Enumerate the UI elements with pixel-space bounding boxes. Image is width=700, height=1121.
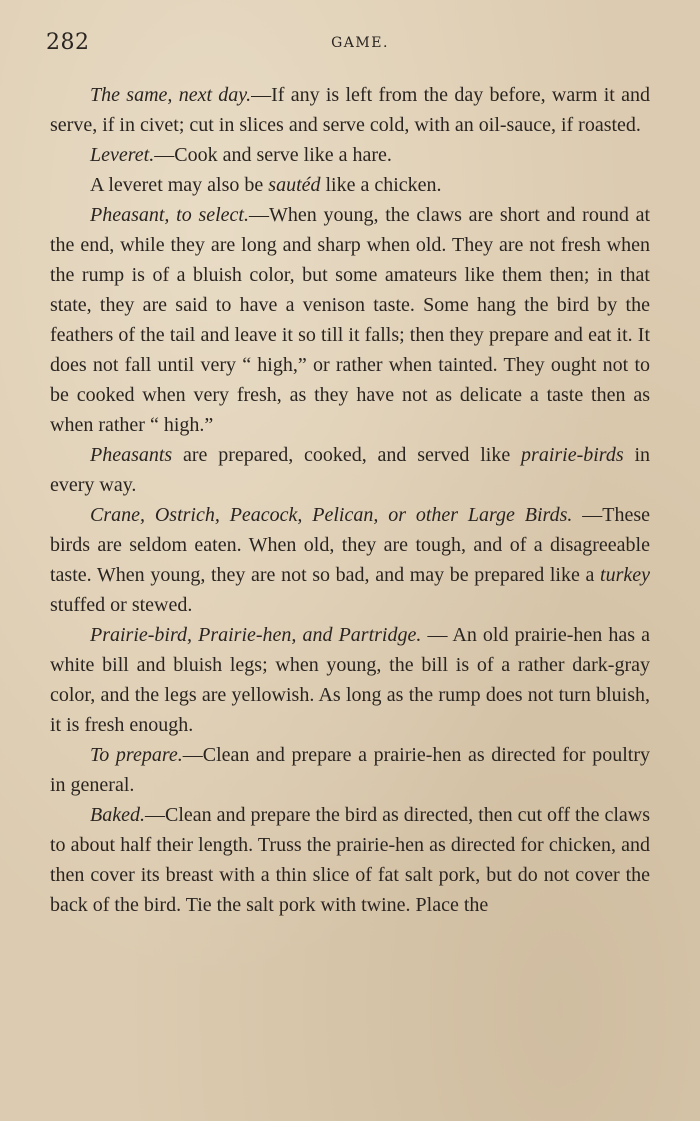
- paragraph-text: A leveret may also be: [90, 174, 269, 196]
- paragraph-leveret-sauted: [50, 170, 650, 200]
- paragraph-heading: Crane, Ostrich, Peacock, Pelican, or other Large Birds.: [90, 504, 573, 526]
- paragraph-to-prepare: [50, 740, 650, 800]
- paragraph-text: — An old prairie-hen has a white bill and bluish legs; when young, the bill is of a rather dark-gray color, and the legs are yellowish. As long as the rump does not turn bluish, it is fresh enough.: [50, 624, 650, 736]
- paragraph-text: like a chicken.: [320, 174, 442, 196]
- emphasis: turkey: [600, 564, 650, 586]
- paragraph-large-birds: [50, 500, 650, 620]
- paragraph-text: —When young, the claws are short and round at the end, while they are long and sharp when old. They are not fresh when the rump is of a bluish color, but some amateurs like them then; in that state, they are said to have a venison taste. Some hang the bird by the feathers of the tail and leave it so till it falls; then they prepare and eat it. It does not fall until very “ high,” or rather when tainted. They ought not to be cooked when very fresh, as they have not as delicate a taste then as when rather “ high.”: [50, 204, 650, 436]
- paragraph-heading: Leveret.: [90, 144, 155, 166]
- paragraph-pheasants: [50, 440, 650, 500]
- paragraph-text: —Clean and prepare the bird as directed, then cut off the claws to about half their length. Truss the prairie-hen as directed for chicken, and then cover its breast with a thin slice of fat salt pork, but do not cover the back of the bird. Tie the salt pork with twine. Place the: [50, 804, 650, 916]
- paragraph-heading: To prepare.: [90, 744, 183, 766]
- paragraph-text: —These birds are seldom eaten. When old, they are tough, and of a disagreeable taste. When young, they are not so bad, and may be prepared like a: [50, 504, 650, 586]
- paragraph-text: stuffed or stewed.: [50, 594, 193, 616]
- paragraph-text: —Clean and prepare a prairie-hen as directed for poultry in general.: [50, 744, 650, 796]
- body-text: [50, 80, 650, 920]
- page-number: 282: [46, 30, 90, 55]
- running-head: [46, 30, 650, 60]
- paragraph-text: —Cook and serve like a hare.: [154, 144, 392, 166]
- emphasis: prairie-birds: [521, 444, 624, 466]
- paragraph-leveret: [50, 140, 650, 170]
- paragraph-heading: The same, next day.: [90, 84, 252, 106]
- paragraph-text: are prepared, cooked, and served like: [172, 444, 522, 466]
- paragraph-pheasant-select: [50, 200, 650, 440]
- paragraph-heading: Prairie-bird, Prairie-hen, and Partridge.: [90, 624, 422, 646]
- paragraph-text: —If any is left from the day before, warm it and serve, if in civet; cut in slices and serve cold, with an oil-sauce, if roasted.: [50, 84, 650, 136]
- paragraph-heading: Baked.: [90, 804, 145, 826]
- paragraph-lead: Pheasants: [90, 444, 173, 466]
- paragraph-heading: Pheasant, to select.: [90, 204, 249, 226]
- paragraph-same-next-day: [50, 80, 650, 140]
- emphasis: sautéd: [268, 174, 321, 196]
- paragraph-baked: [50, 800, 650, 920]
- paragraph-text: in every way.: [50, 444, 650, 496]
- paragraph-prairie-bird: [50, 620, 650, 740]
- section-title: GAME.: [331, 35, 389, 51]
